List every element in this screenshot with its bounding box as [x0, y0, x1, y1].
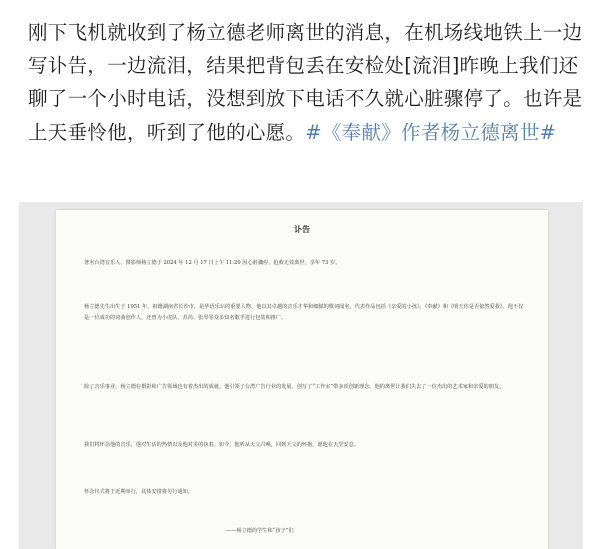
- post-text-line: 安检处[流泪]昨晚上我们还聊了一个小时电话，没想: [28, 54, 579, 111]
- notice-paragraph-3: 除了音乐事业，杨立德在摄影和广告领域也有着杰出的成就。他引领了台湾广告行业的发展，创写了“工作室”带多项创新理念。他的离世让我们失去了一位杰出的艺术家和亲爱的朋友。: [84, 384, 505, 390]
- notice-signature: ——杨立德的学生和“孩子”们: [226, 528, 294, 534]
- post-text-line: 刚下飞机就收到了杨立德老师离世的消息，在机场: [28, 21, 464, 44]
- post-text: [28, 16, 588, 149]
- topic-tag-link[interactable]: #《奉献》作者杨立德离世#: [305, 120, 557, 144]
- notice-paragraph-4: 我们将怀念他的音乐，他对生活的热情以及他对美的执着。如今，他听从天父召唤，回到天父的怀抱，愿他在天堂安息。: [84, 442, 359, 448]
- post-text-line: 听到了他的心愿。: [146, 120, 306, 144]
- attached-image[interactable]: [19, 202, 583, 549]
- notice-paragraph-1: 著名台湾音乐人、摄影师杨立德于 2024 年 12 月 17 日上午 11:20 因心脏骤停，抢救无效离世，享年 73 岁。: [84, 260, 341, 266]
- post-text-line: 到放下电话不久就心脏骤停了。也许是上天垂怜他，: [28, 87, 583, 144]
- notice-title: 讣告: [294, 224, 310, 234]
- post-text-line: 线地铁上一边写讣告，一边流泪，结果把背包丢在: [28, 21, 583, 78]
- obituary-notice: [56, 210, 548, 549]
- notice-paragraph-2: 杨立德先生出生于 1951 年，祖籍湖南省长沙市，是华语乐坛的重要人物。他以其卓越的音乐才华和细腻的歌词闻名，代表作品包括《亲爱的小孩》、《奉献》和《明天你是否依然爱我》，他不仅是一位成功的词曲创作人，还曾为小虎队、苏芮、张琴等众多知名歌手进行包装和推广。: [84, 304, 524, 321]
- notice-paragraph-5: 怀念仪式将于近期举行，具体安排将另行通知。: [84, 489, 193, 495]
